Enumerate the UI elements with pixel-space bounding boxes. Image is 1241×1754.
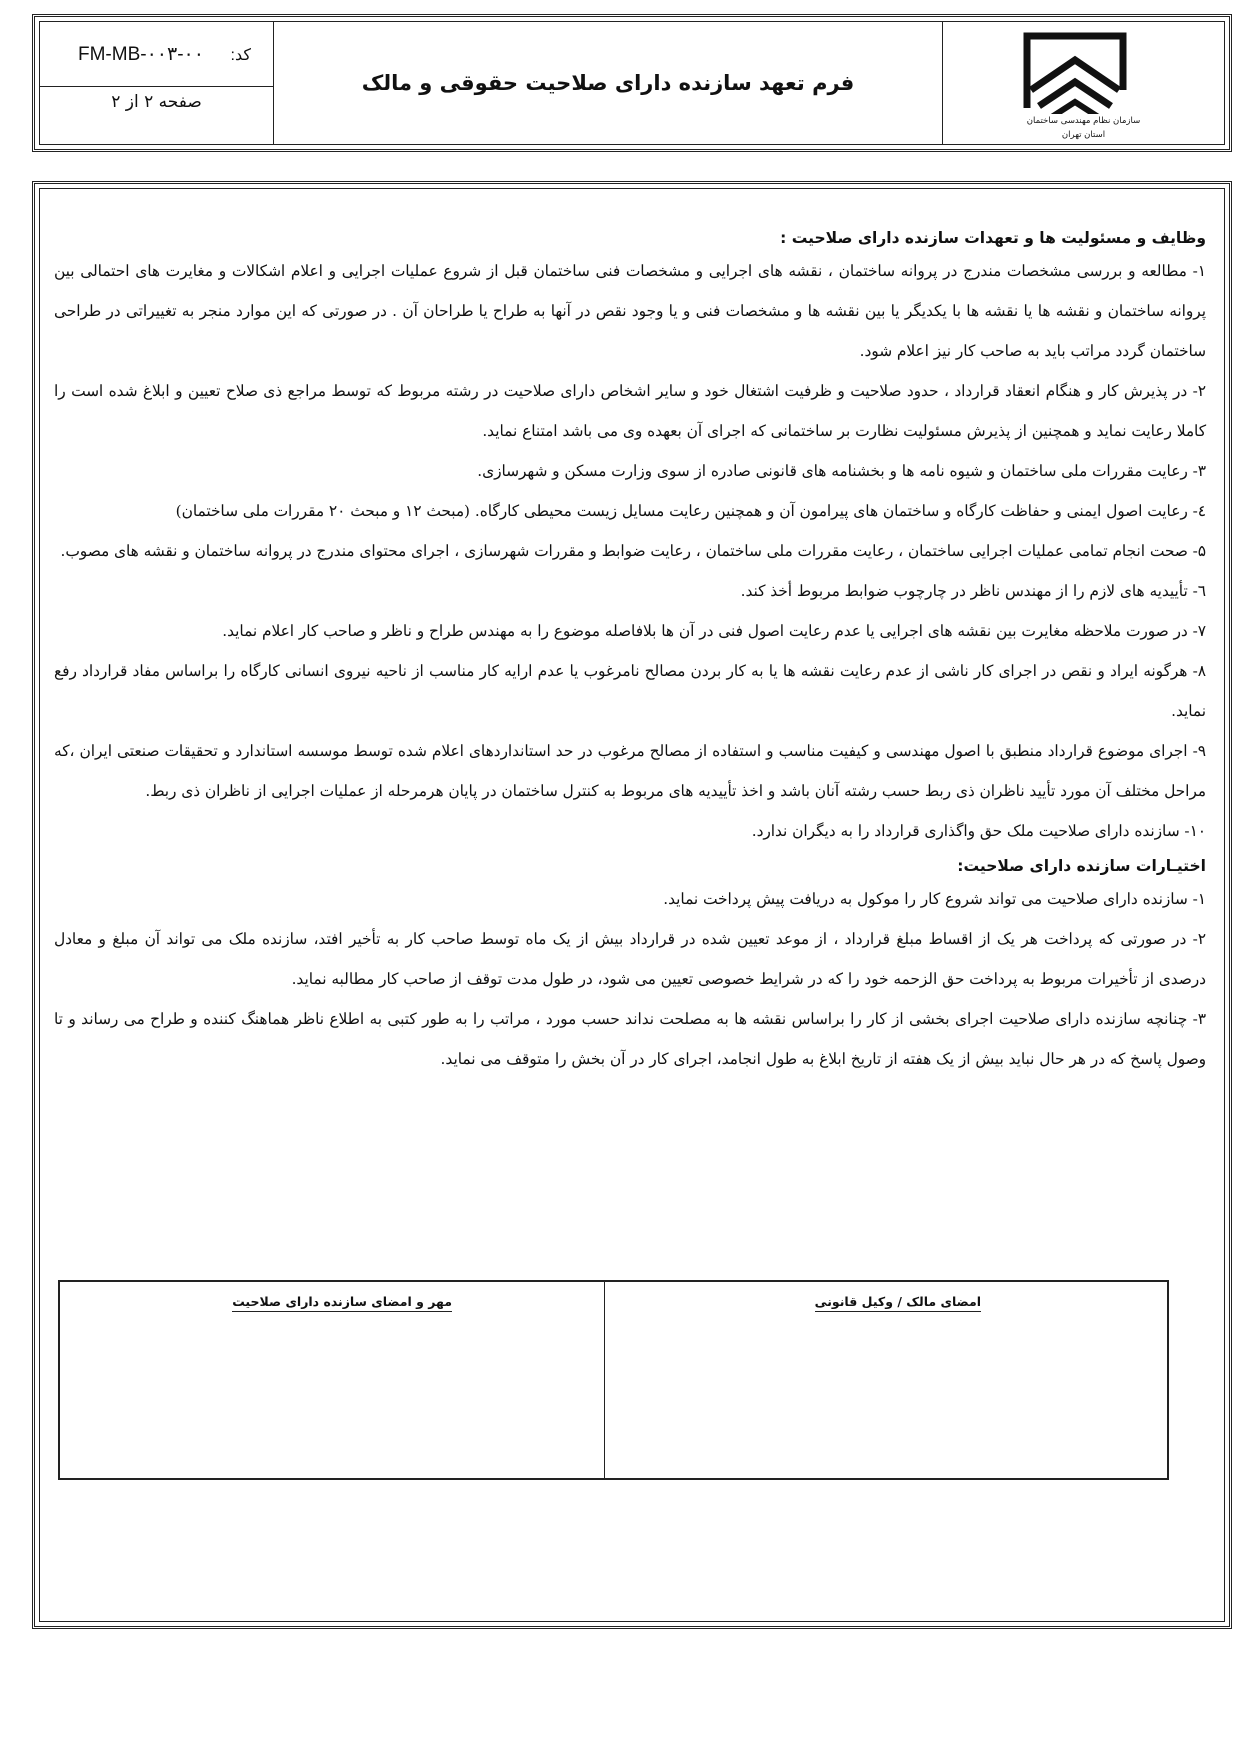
item-text: هرگونه ایراد و نقص در اجرای کار ناشی از عدم رعایت نقشه ها یا به کار بردن مصالح نامرغوب یا عدم ارایه کار مناسب از ناحیه نیروی انسانی کارگاه را براساس مفاد قرارداد رفع نماید. [54,662,1206,720]
form-content [54,229,1206,1079]
item-number: ٦- [1192,582,1206,600]
list-item [54,651,1206,731]
code-row [40,22,273,87]
item-text: در صورتی که پرداخت هر یک از اقساط مبلغ قرارداد ، از موعد تعیین شده در قرارداد بیش از یک ماه توسط صاحب کار به تأخیر افتد، سازنده ملک می تواند آن مبلغ و معادل درصدی از تأخیرات مربوط به پرداخت حق الزحمه خود را که در شرایط خصوصی تعیین می شود، در طول مدت توقف از صاحب کار مطالبه نماید. [54,930,1206,988]
item-number: ۵- [1192,542,1206,560]
list-item [54,451,1206,491]
item-text: تأییدیه های لازم را از مهندس ناظر در چارچوب ضوابط مربوط أخذ کند. [740,582,1188,600]
item-number: ۲- [1192,382,1206,400]
item-number: ٤- [1192,502,1206,520]
form-header [32,14,1232,152]
item-number: ۱- [1192,890,1206,908]
engineering-organization-logo-icon [1021,30,1129,114]
item-text: صحت انجام تمامی عملیات اجرایی ساختمان ، رعایت مقررات ملی ساختمان ، رعایت ضوابط و مقررات شهرسازی ، اجرای محتوای مندرج در پروانه ساختمان و نقشه های مصوب. [60,542,1188,560]
builder-signature-label: مهر و امضای سازنده دارای صلاحیت [232,1294,452,1312]
page-number: صفحه ۲ از ۲ [111,92,202,112]
form-header-table [39,21,1225,145]
code-cell [40,22,274,144]
logo-cell [943,22,1224,144]
duties-heading: وظایف و مسئولیت ها و تعهدات سازنده دارای صلاحیت : [780,229,1206,247]
list-item [54,251,1206,371]
signature-table [58,1280,1169,1480]
form-code: FM-MB-۰۰۳-۰۰ [78,44,204,65]
item-text: در صورت ملاحظه مغایرت بین نقشه های اجرایی یا عدم رعایت اصول فنی در آن ها بلافاصله موضوع را به مهندس طراح و ناظر و صاحب کار اعلام نماید. [222,622,1188,640]
form-title: فرم تعهد سازنده دارای صلاحیت حقوقی و مالک [361,71,855,95]
item-number: ۸- [1192,662,1206,680]
item-text: رعایت اصول ایمنی و حفاظت کارگاه و ساختمان های پیرامون آن و همچنین رعایت مسایل زیست محیطی کارگاه. (مبحث ۱۲ و مبحث ۲۰ مقررات ملی ساختمان) [175,502,1188,520]
item-text: سازنده دارای صلاحیت ملک حق واگذاری قرارداد را به دیگران ندارد. [751,822,1180,840]
list-item [54,531,1206,571]
owner-signature-box[interactable] [605,1282,1167,1478]
item-number: ۱۰- [1184,822,1206,840]
list-item [54,611,1206,651]
list-item [54,811,1206,851]
item-text: در پذیرش کار و هنگام انعقاد قرارداد ، حدود صلاحیت و ظرفیت اشتغال خود و سایر اشخاص دارای صلاحیت در رشته مربوط که توسط مراجع ذی صلاح تعیین و ابلاغ شده است را کاملا رعایت نماید و همچنین از پذیرش مسئولیت نظارت بر ساختمانی که اجرای آن بعهده وی می باشد امتناع نماید. [54,382,1206,440]
list-item [54,371,1206,451]
list-item [54,919,1206,999]
item-number: ۹- [1192,742,1206,760]
title-cell [274,22,943,144]
item-number: ۷- [1192,622,1206,640]
item-text: سازنده دارای صلاحیت می تواند شروع کار را موکول به دریافت پیش پرداخت نماید. [663,890,1188,908]
list-item [54,879,1206,919]
list-item [54,491,1206,531]
list-item [54,999,1206,1079]
item-text: چنانچه سازنده دارای صلاحیت اجرای بخشی از کار را براساس نقشه ها به مصلحت نداند حسب مورد ، مراتب را به طور کتبی به اطلاع ناظر هماهنگ کننده و طراح می رساند و تا وصول پاسخ که در هر حال نباید بیش از یک هفته از تاریخ ابلاغ به طول انجامد، اجرای کار در آن بخش را متوقف می نماید. [54,1010,1206,1068]
item-text: مطالعه و بررسی مشخصات مندرج در پروانه ساختمان ، نقشه های اجرایی و مشخصات فنی ساختمان قبل از شروع عملیات اجرایی و اعلام اشکالات و مغایرت های احتمالی بین پروانه ساختمان و نقشه ها یا نقشه ها با یکدیگر یا بین نقشه ها و مشخصات فنی و یا وجود نقص در آنها به طراح یا طراحان آن . در صورتی که این موارد منجر به تغییراتی در طراحی ساختمان گردد مراتب باید به صاحب کار نیز اعلام شود. [54,262,1206,360]
duties-list [54,251,1206,851]
item-text: رعایت مقررات ملی ساختمان و شیوه نامه ها و بخشنامه های قانونی صادره از سوی وزارت مسکن و شهرسازی. [477,462,1188,480]
builder-signature-box[interactable] [60,1282,605,1478]
authorities-heading: اختیـارات سازنده دارای صلاحیت: [957,857,1206,875]
item-number: ۲- [1192,930,1206,948]
item-text: اجرای موضوع قرارداد منطبق با اصول مهندسی و کیفیت مناسب و استفاده از مصالح مرغوب در حد استانداردهای اعلام شده توسط موسسه استاندارد و تحقیقات صنعتی ایران ،که مراحل مختلف آن مورد تأیید ناظران ذی ربط حسب رشته آنان باشد و اخذ تأییدیه های مربوط به کنترل ساختمان در پایان هرمرحله از عملیات اجرایی از ناظران ذی ربط. [54,742,1206,800]
list-item [54,731,1206,811]
form-code-label: کد: [230,47,251,64]
authorities-list [54,879,1206,1079]
logo-province: استان تهران [1061,130,1106,140]
item-number: ۳- [1192,462,1206,480]
owner-signature-label: امضای مالک / وکیل قانونی [815,1294,981,1312]
list-item [54,571,1206,611]
item-number: ۳- [1192,1010,1206,1028]
item-number: ۱- [1192,262,1206,280]
logo-org-name: سازمان نظام مهندسی ساختمان [1026,116,1141,126]
